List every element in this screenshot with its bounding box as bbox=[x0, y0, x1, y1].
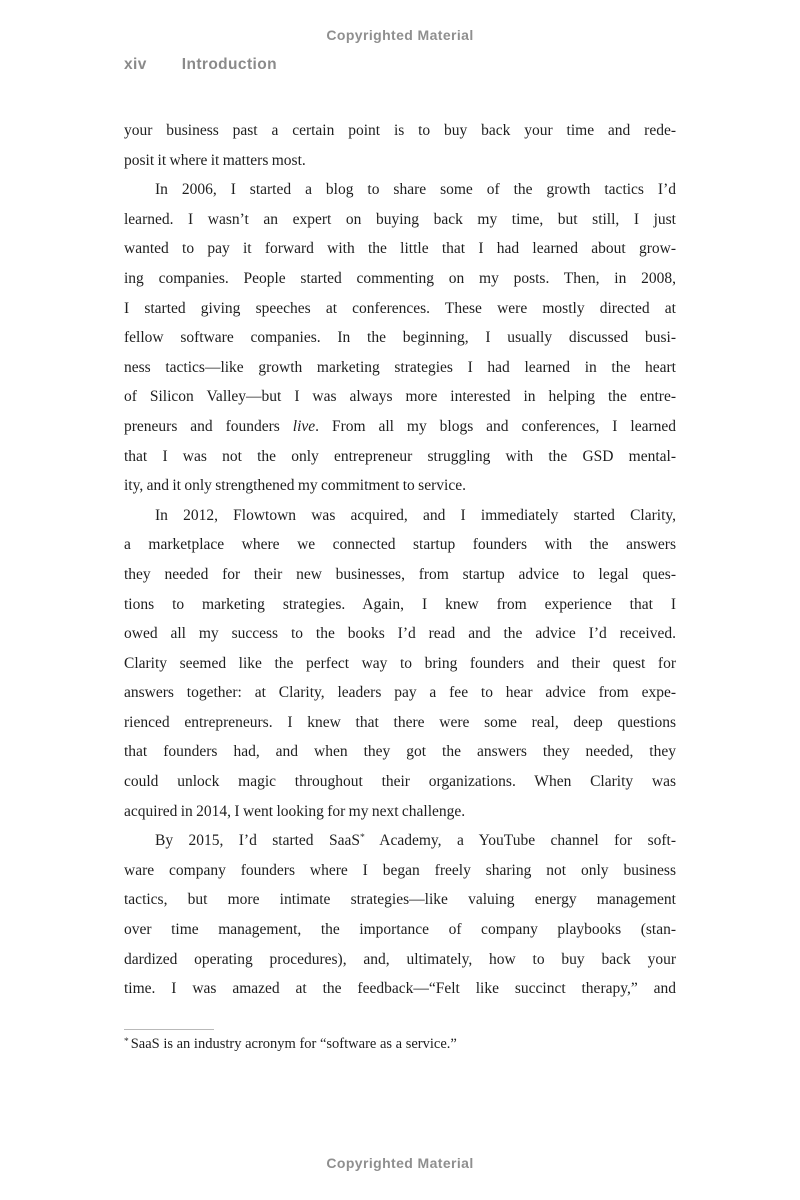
body-line bbox=[124, 560, 676, 590]
body-line bbox=[124, 234, 676, 264]
copyright-notice-top: Copyrighted Material bbox=[326, 27, 474, 43]
text-run: of Silicon Valley—but I was always more interested in helping the entre- bbox=[124, 388, 676, 406]
body-line bbox=[124, 146, 676, 176]
text-run: . From all my blogs and conferences, I learned bbox=[315, 417, 676, 435]
body-line bbox=[124, 945, 676, 975]
text-run: tions to marketing strategies. Again, I knew from experience that I bbox=[124, 595, 676, 613]
copyright-notice-bottom: Copyrighted Material bbox=[326, 1155, 474, 1171]
footnote-marker: * bbox=[124, 1036, 129, 1047]
body-line bbox=[124, 412, 676, 442]
text-run: fellow software companies. In the beginning, I usually discussed busi- bbox=[124, 329, 676, 347]
text-run: owed all my success to the books I’d read and the advice I’d received. bbox=[124, 625, 676, 643]
footnote-reference-marker: * bbox=[359, 832, 365, 844]
text-run: tactics, but more intimate strategies—like valuing energy management bbox=[124, 891, 676, 909]
text-run: preneurs and founders bbox=[124, 417, 293, 435]
body-line bbox=[124, 856, 676, 886]
body-line bbox=[124, 826, 676, 856]
text-run: dardized operating procedures), and, ultimately, how to buy back your bbox=[124, 950, 676, 968]
body-line bbox=[124, 501, 676, 531]
body-text bbox=[124, 116, 676, 1004]
text-run: ness tactics—like growth marketing strategies I had learned in the heart bbox=[124, 358, 676, 376]
text-run: they needed for their new businesses, from startup advice to legal ques- bbox=[124, 565, 676, 583]
text-run: your business past a certain point is to buy back your time and rede- bbox=[124, 122, 676, 139]
body-line bbox=[124, 915, 676, 945]
text-run: ing companies. People started commenting on my posts. Then, in 2008, bbox=[124, 269, 676, 287]
paragraph bbox=[124, 826, 676, 1004]
body-line bbox=[124, 737, 676, 767]
body-line bbox=[124, 353, 676, 383]
italic-text: live bbox=[292, 417, 316, 435]
body-line bbox=[124, 678, 676, 708]
body-line bbox=[124, 649, 676, 679]
body-line bbox=[124, 530, 676, 560]
text-run: could unlock magic throughout their organizations. When Clarity was bbox=[124, 773, 676, 791]
running-header-title: Introduction bbox=[181, 56, 277, 73]
body-line bbox=[124, 885, 676, 915]
body-line bbox=[124, 116, 676, 146]
body-line bbox=[124, 205, 676, 235]
body-line bbox=[124, 442, 676, 472]
body-line bbox=[124, 590, 676, 620]
body-line bbox=[124, 708, 676, 738]
body-line bbox=[124, 797, 676, 827]
text-run: over time management, the importance of company playbooks (stan- bbox=[124, 921, 676, 939]
text-run: I started giving speeches at conferences. These were mostly directed at bbox=[124, 299, 676, 317]
body-line bbox=[124, 767, 676, 797]
text-run: Clarity seemed like the perfect way to bring founders and their quest for bbox=[124, 654, 676, 672]
text-run: ity, and it only strengthened my commitment to service. bbox=[124, 477, 466, 495]
body-line bbox=[124, 175, 676, 205]
text-run: time. I was amazed at the feedback—“Felt like succinct therapy,” and bbox=[124, 980, 676, 998]
body-line bbox=[124, 974, 676, 1004]
text-run: acquired in 2014, I went looking for my next challenge. bbox=[124, 802, 466, 820]
paragraph bbox=[124, 175, 676, 501]
text-run: In 2006, I started a blog to share some of the growth tactics I’d bbox=[155, 181, 676, 199]
footnote-text: SaaS is an industry acronym for “software as a service.” bbox=[130, 1036, 457, 1052]
paragraph bbox=[124, 501, 676, 827]
text-run: By 2015, I’d started SaaS bbox=[155, 832, 360, 850]
text-run: posit it where it matters most. bbox=[124, 151, 306, 169]
paragraph bbox=[124, 116, 676, 175]
text-run: rienced entrepreneurs. I knew that there were some real, deep questions bbox=[124, 713, 676, 731]
body-line bbox=[124, 294, 676, 324]
text-run: learned. I wasn’t an expert on buying back my time, but still, I just bbox=[124, 210, 676, 228]
body-line bbox=[124, 471, 676, 501]
text-run: ware company founders where I began freely sharing not only business bbox=[124, 861, 676, 879]
body-line bbox=[124, 264, 676, 294]
text-run: that I was not the only entrepreneur struggling with the GSD mental- bbox=[124, 447, 676, 465]
text-run: In 2012, Flowtown was acquired, and I immediately started Clarity, bbox=[155, 506, 676, 524]
footnote-divider bbox=[124, 1029, 214, 1030]
body-line bbox=[124, 619, 676, 649]
footnote bbox=[124, 1034, 676, 1054]
text-run: that founders had, and when they got the answers they needed, they bbox=[124, 743, 676, 761]
text-run: answers together: at Clarity, leaders pay a fee to hear advice from expe- bbox=[124, 684, 676, 702]
page-number: xiv bbox=[124, 56, 147, 73]
body-line bbox=[124, 382, 676, 412]
text-run: wanted to pay it forward with the little that I had learned about grow- bbox=[124, 240, 676, 258]
body-line bbox=[124, 323, 676, 353]
text-run: Academy, a YouTube channel for soft- bbox=[364, 832, 676, 850]
text-run: a marketplace where we connected startup founders with the answers bbox=[124, 536, 676, 554]
running-head bbox=[124, 56, 277, 74]
